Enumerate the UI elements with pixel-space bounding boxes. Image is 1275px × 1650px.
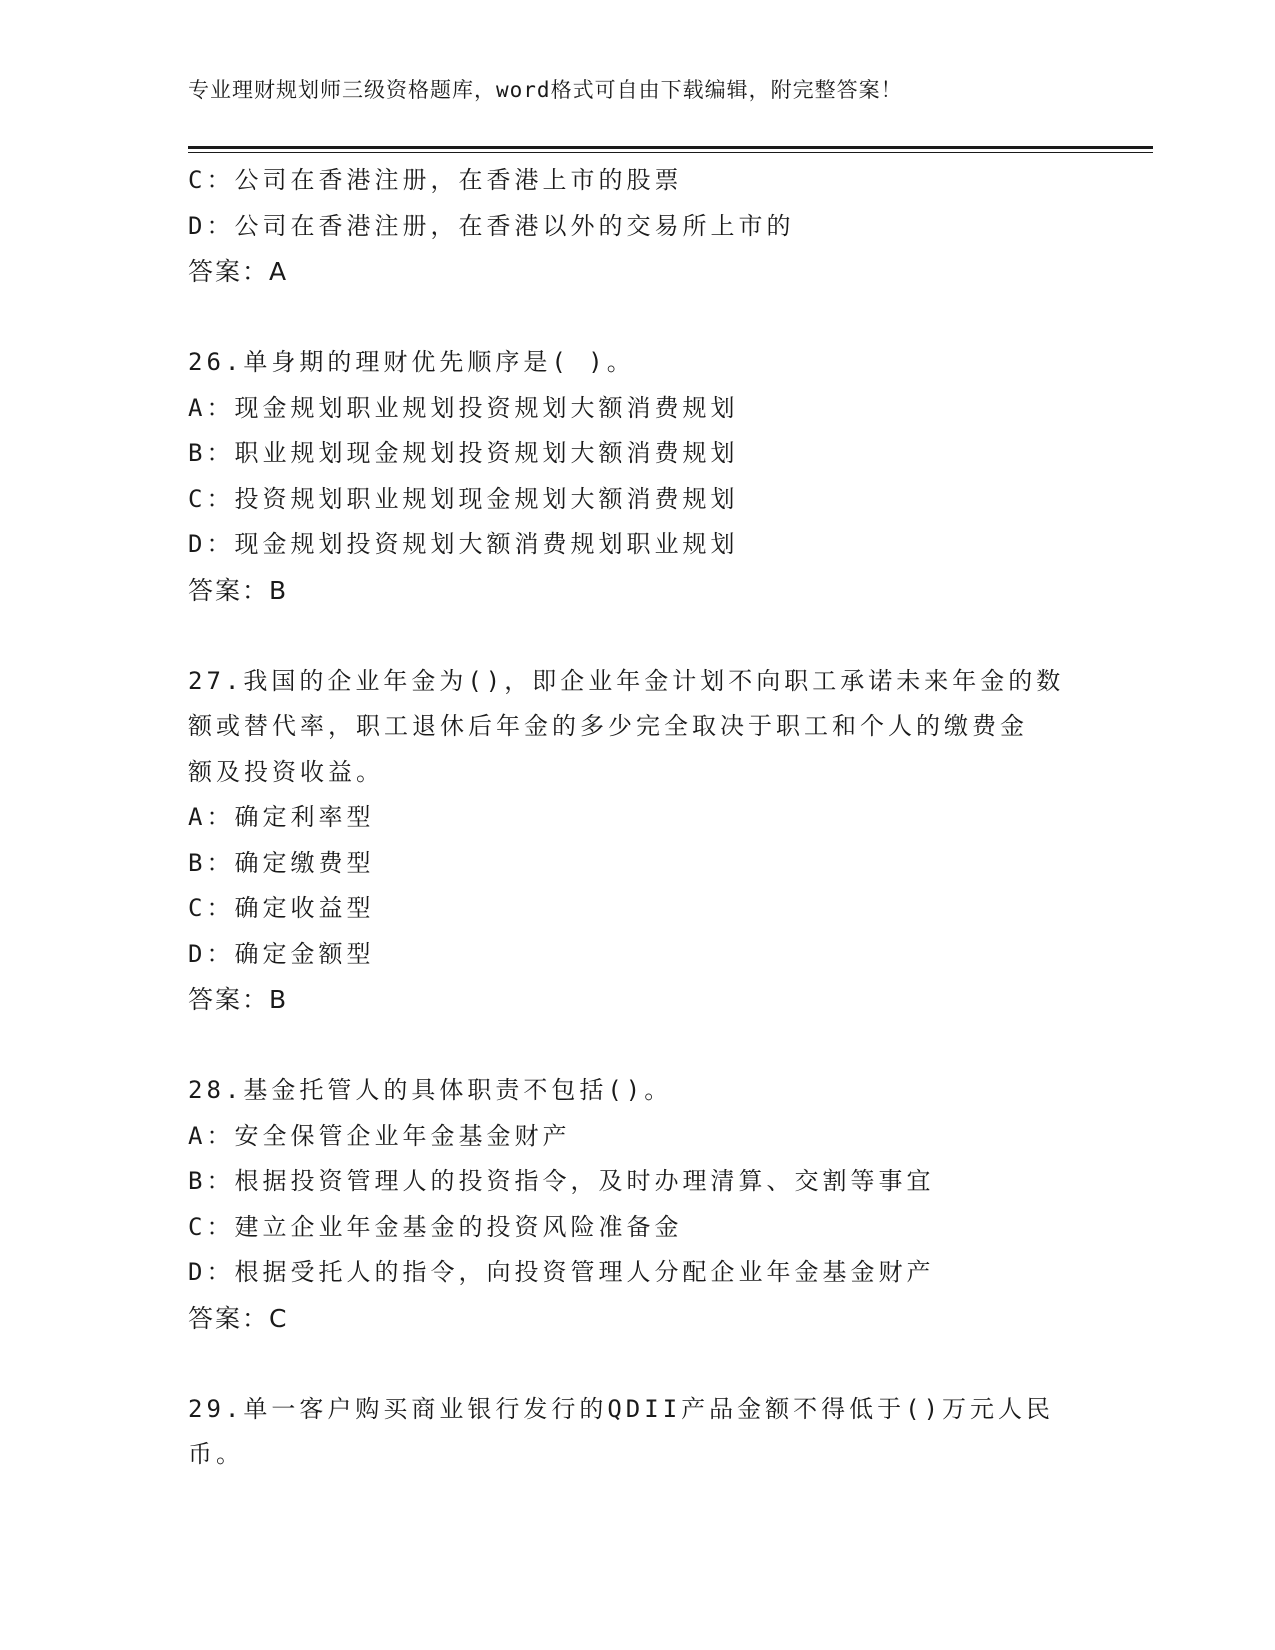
question-stem-line-3: 额及投资收益。 <box>188 757 384 786</box>
option-c: C：建立企业年金基金的投资风险准备金 <box>188 1212 683 1241</box>
spacer <box>188 1341 1078 1387</box>
question-29 <box>188 1387 1078 1478</box>
question-25-tail <box>188 158 1078 295</box>
option-c: C：投资规划职业规划现金规划大额消费规划 <box>188 484 739 513</box>
option-d: D：根据受托人的指令，向投资管理人分配企业年金基金财产 <box>188 1258 935 1286</box>
answer: 答案：A <box>188 257 289 286</box>
question-stem: 28.基金托管人的具体职责不包括()。 <box>188 1076 673 1104</box>
option-a: A：确定利率型 <box>188 803 375 831</box>
question-28 <box>188 1068 1078 1341</box>
option-a: A：安全保管企业年金基金财产 <box>188 1121 571 1150</box>
question-stem-line-2: 币。 <box>188 1440 244 1468</box>
option-c: C：公司在香港注册，在香港上市的股票 <box>188 166 683 194</box>
question-26 <box>188 340 1078 613</box>
question-list <box>188 158 1078 1478</box>
question-stem-line-1: 27.我国的企业年金为()，即企业年金计划不向职工承诺未来年金的数 <box>188 666 1065 695</box>
answer: 答案：B <box>188 575 289 605</box>
option-d: D：现金规划投资规划大额消费规划职业规划 <box>188 530 739 558</box>
page-header: 专业理财规划师三级资格题库，word格式可自由下载编辑，附完整答案！ <box>188 78 903 102</box>
question-stem-line-2: 额或替代率，职工退休后年金的多少完全取决于职工和个人的缴费金 <box>188 712 1028 740</box>
option-d: D：确定金额型 <box>188 939 375 968</box>
spacer <box>188 295 1078 341</box>
option-b: B：根据投资管理人的投资指令，及时办理清算、交割等事宜 <box>188 1167 935 1195</box>
option-d: D：公司在香港注册，在香港以外的交易所上市的 <box>188 211 795 240</box>
spacer <box>188 613 1078 659</box>
option-b: B：确定缴费型 <box>188 848 375 877</box>
question-27 <box>188 659 1078 1023</box>
question-stem: 26.单身期的理财优先顺序是( )。 <box>188 348 635 376</box>
option-c: C：确定收益型 <box>188 894 375 922</box>
option-b: B：职业规划现金规划投资规划大额消费规划 <box>188 439 739 467</box>
header-rule-thin <box>188 152 1153 153</box>
answer: 答案：B <box>188 985 289 1014</box>
option-a: A：现金规划职业规划投资规划大额消费规划 <box>188 393 739 422</box>
header-rule-thick <box>188 146 1153 149</box>
answer: 答案：C <box>188 1303 289 1333</box>
question-stem-line-1: 29.单一客户购买商业银行发行的QDII产品金额不得低于()万元人民 <box>188 1394 1055 1423</box>
spacer <box>188 1023 1078 1069</box>
